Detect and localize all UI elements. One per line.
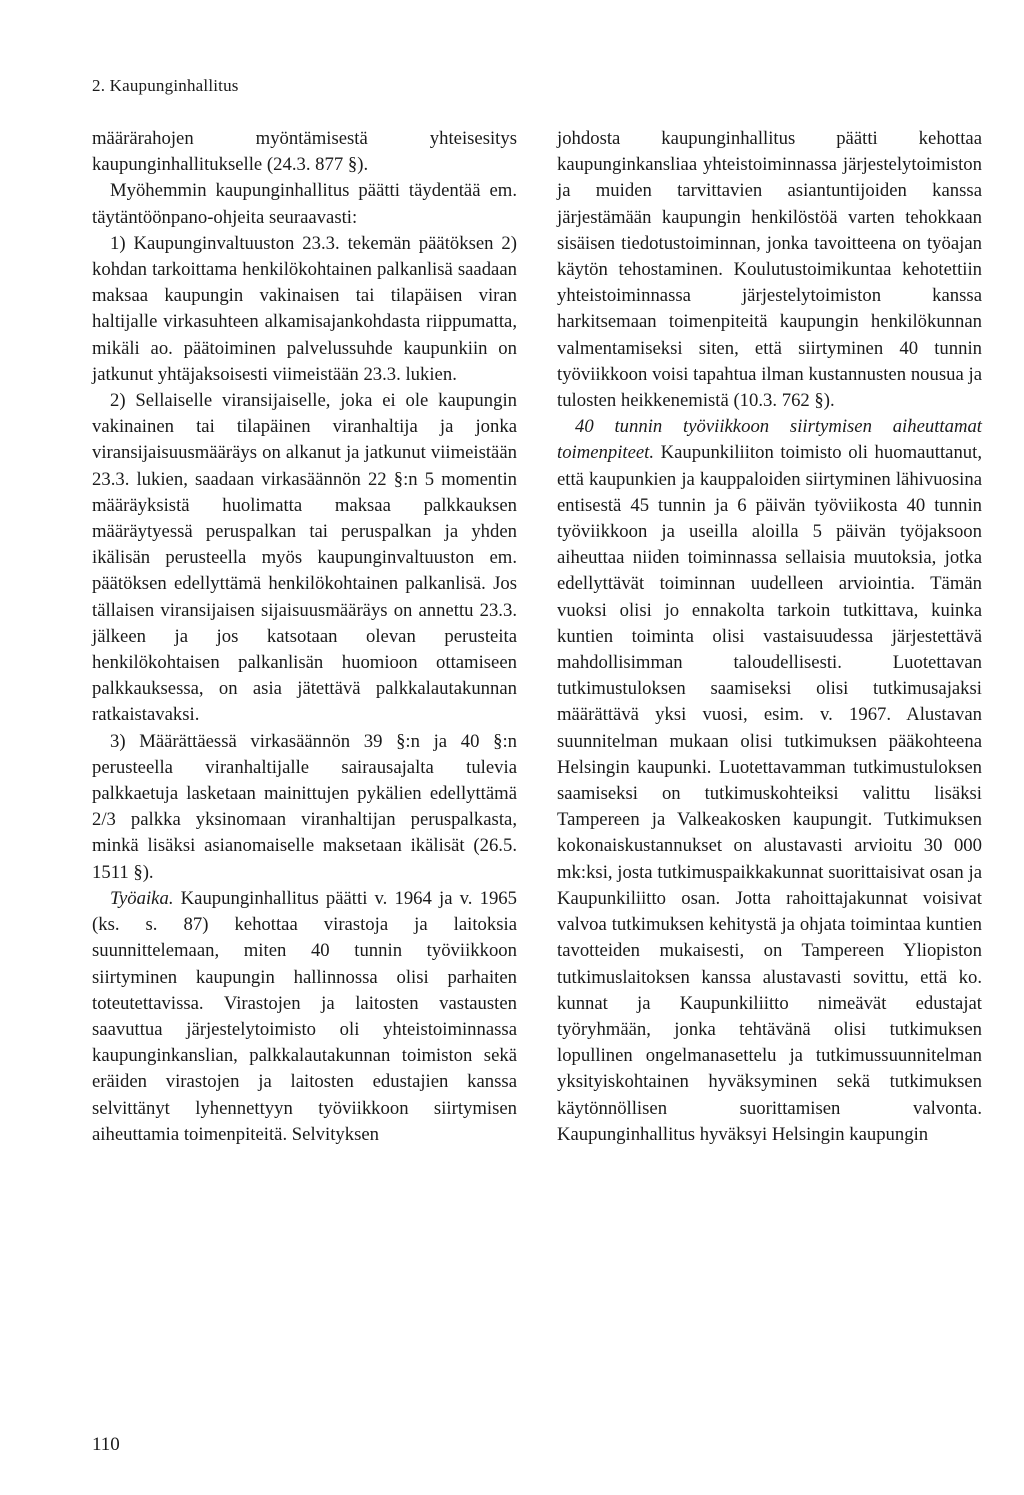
paragraph: 1) Kaupunginvaltuuston 23.3. tekemän päätöksen 2) kohdan tarkoittama henkilökohtainen palkanlisä saadaan maksaa kaupungin vakinaisen tai tilapäisen viran haltijalle virkasuhteen alkamisajankohdasta riippumatta, mikäli ao. päätoiminen palvelussuhde kaupunkiin on jatkunut yhtäjaksoisesti viimeistään 23.3. lukien. bbox=[92, 232, 517, 385]
paragraph: määrärahojen myöntämisestä yhteisesitys kaupunginhallitukselle (24.3. 877 §). bbox=[92, 128, 517, 176]
paragraph-40-tunnin bbox=[557, 414, 982, 1148]
page-number: 110 bbox=[92, 1434, 120, 1455]
paragraph: 2) Sellaiselle viransijaiselle, joka ei ole kaupungin vakinainen tai tilapäinen viranhaltija ja jonka viransijaisuusmääräys on alkanut ja jatkunut viimeistään 23.3. lukien, saadaan virkasäännön 22 §:n 5 momentin määräyksistä huolimatta maksaa palkkauksen määräytyessä peruspalkan tai peruspalkan ja yhden ikälisän perusteella myös kaupunginvaltuuston em. päätöksen edellyttämä henkilökohtainen palkanlisä. Jos tällaisen viransijaisen sijaisuusmääräys on annettu 23.3. jälkeen ja jos katsotaan olevan perusteita henkilökohtaisen palkanlisän huomioon ottamiseen palkkauksessa, on asia jätettävä palkkalautakunnan ratkaistavaksi. bbox=[92, 390, 517, 726]
paragraph: Myöhemmin kaupunginhallitus päätti täydentää em. täytäntöönpano-ohjeita seuraavasti: bbox=[92, 180, 517, 228]
paragraph-text: Kaupunginhallitus päätti v. 1964 ja v. 1965 (ks. s. 87) kehottaa virastoja ja laitoksia suunnittelemaan, miten 40 tunnin työviikkoon siirtyminen kaupungin hallinnossa olisi parhaiten toteutettavissa. Virastojen ja laitosten vastausten saavuttua järjestelytoimisto oli yhteistoiminnassa kaupunginkanslian, palkkalautakunnan toimiston sekä eräiden virastojen ja laitosten edustajien kanssa selvittänyt lyhennettyyn työviikkoon siirtymisen aiheuttamia toimenpiteitä. Selvityksen bbox=[92, 887, 517, 1145]
section-heading-40-tunnin: 40 tunnin työviikkoon siirtymisen aiheuttamat toimenpiteet. bbox=[557, 416, 982, 464]
paragraph-tyoaika bbox=[92, 886, 517, 1148]
paragraph-text: Kaupunkiliiton toimisto oli huomauttanut, että kaupunkien ja kauppaloiden siirtyminen lähivuosina entisestä 45 tunnin ja 6 päivän työviikosta 40 tunnin työviikkoon ja useilla aloilla 5 päivän työjaksoon aiheuttaa niiden toiminnassa sellaisia muutoksia, jotka edellyttävät toiminnan uudelleen arviointia. Tämän vuoksi olisi jo ennakolta tarkoin tutkittava, kuinka kuntien toiminta olisi vastaisuudessa järjestettävä mahdollisimman taloudellisesti. Luotettavan tutkimustuloksen saamiseksi olisi tutkimusajaksi määrättävä yksi vuosi, esim. v. 1967. Alustavan suunnitelman mukaan olisi tutkimuksen pääkohteena Helsingin kaupunki. Luotettavamman tutkimustuloksen saamiseksi on tutkimuskohteiksi valittu lisäksi Tampereen ja Valkeakosken kaupungit. Tutkimuksen kokonaiskustannukset on alustavasti arvioitu 30 000 mk:ksi, josta tutkimuspaikkakunnat suorittaisivat osan ja Kaupunkiliitto osan. Jotta rahoittajakunnat voisivat valvoa tutkimuksen kehitystä ja ohjata toimintaa kuntien tavotteiden mukaisesti, on Tampereen Yliopiston tutkimuslaitoksen kanssa alustavasti sovittu, että ko. kunnat ja Kaupunkiliitto nimeävät edustajat työryhmään, jonka tehtävänä olisi tutkimuksen lopullinen ongelmanasettelu ja tutkimussuunnitelman yksityiskohtainen hyväksyminen sekä tutkimuksen käytönnöllisen suorittamisen valvonta. Kaupunginhallitus hyväksyi Helsingin kaupungin bbox=[557, 442, 982, 1145]
running-head: 2. Kaupunginhallitus bbox=[92, 76, 239, 95]
section-heading-tyoaika: Työaika. bbox=[110, 887, 174, 909]
right-column bbox=[557, 126, 982, 1148]
left-column bbox=[92, 126, 517, 1148]
paragraph: johdosta kaupunginhallitus päätti kehottaa kaupunginkansliaa yhteistoiminnassa järjestelytoimiston ja muiden tarvittavien asiantuntijoiden kanssa järjestämään kaupungin henkilöstöä varten tehokkaan sisäisen tiedotustoiminnan, jonka tavoitteena on työajan käytön tehostaminen. Koulutustoimikuntaa kehotettiin yhteistoiminnassa järjestelytoimiston kanssa harkitsemaan toimenpiteitä kaupungin henkilökunnan valmentamiseksi siten, että siirtyminen 40 tunnin työviikkoon voisi tapahtua ilman kustannusten nousua ja tulosten heikkenemistä (10.3. 762 §). bbox=[557, 128, 982, 412]
paragraph: 3) Määrättäessä virkasäännön 39 §:n ja 40 §:n perusteella viranhaltijalle sairausajalta tulevia palkkaetuja lasketaan mainittujen pykälien edellyttämä 2/3 palkka yksinomaan viranhaltijan peruspalkasta, minkä lisäksi asianomaiselle maksetaan ikälisät (26.5. 1511 §). bbox=[92, 730, 517, 883]
